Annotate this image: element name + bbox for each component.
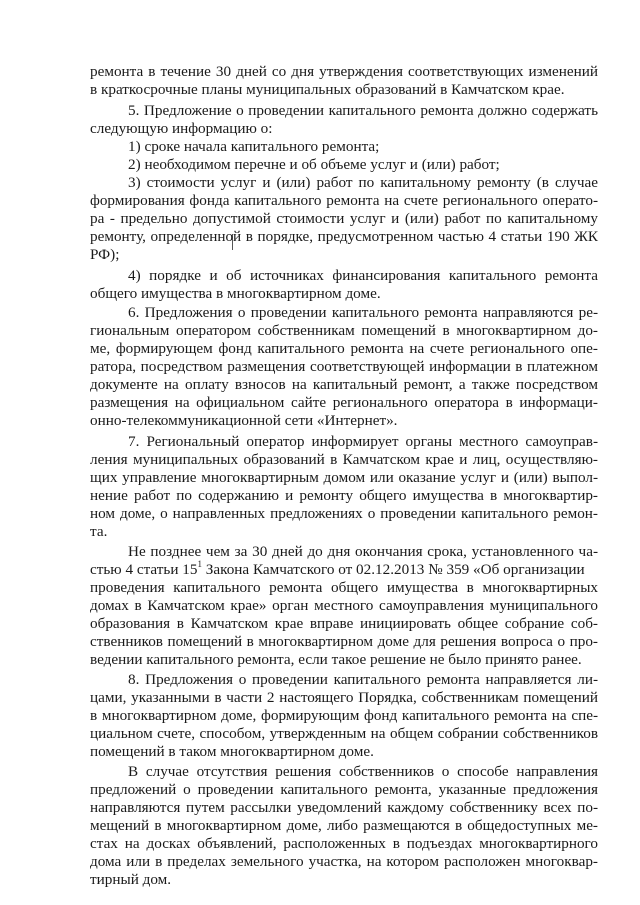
text-line: ратора, посредством размещения соответствующей информации в платежном (90, 358, 598, 375)
text-line: образования в Камчатском крае вправе инициировать общее собрание соб- (90, 615, 598, 632)
text-line-with-superscript (90, 558, 598, 579)
text-line: 1) сроке начала капитального ремонта; (128, 138, 380, 155)
superscript-number: 1 (197, 558, 202, 569)
text-line: нение работ по содержанию и ремонту общего имущества в многоквартир- (90, 487, 598, 504)
text-line: гиональным оператором собственникам помещений в многоквартирном до- (90, 322, 598, 339)
text-line: помещений в таком многоквартирном доме. (90, 743, 374, 760)
text-line: предложений о проведении капитального ремонта, указанные предложения (90, 781, 598, 798)
text-line: размещения на официальном сайте регионального оператора в информаци- (90, 394, 598, 411)
text-line: мещений в многоквартирном доме, либо размещаются в общедоступных ме- (90, 817, 598, 834)
text-line: стах на досках объявлений, расположенных в подъездах многоквартирного (90, 835, 598, 852)
text-line: щих управление многоквартирным домом или оказание услуг и (или) выпол- (90, 469, 598, 486)
text-line: формирования фонда капитального ремонта на счете регионального операто- (90, 192, 598, 209)
text-line: в краткосрочные планы муниципальных образований в Камчатском крае. (90, 81, 565, 98)
text-line: РФ); (90, 246, 120, 263)
text-line: проведения капитального ремонта общего имущества в многоквартирных (90, 579, 598, 596)
text-line: Не позднее чем за 30 дней до дня окончания срока, установленного ча- (128, 543, 598, 560)
text-line: общего имущества в многоквартирном доме. (90, 285, 381, 302)
text-line: В случае отсутствия решения собственников о способе направления (128, 763, 598, 780)
text-line: направляются путем рассылки уведомлений каждому собственнику всех по- (90, 799, 598, 816)
text-fragment: стью 4 статьи 15 (90, 561, 198, 578)
text-line: циальном счете, способом, утвержденным на общем собрании собственников (90, 725, 598, 742)
text-line: ления муниципальных образований в Камчатском крае и лиц, осуществляю- (90, 451, 598, 468)
text-line: онно-телекоммуникационной сети «Интернет». (90, 412, 398, 429)
text-line: ра - предельно допустимой стоимости услуг и (или) работ по капитальному (90, 210, 598, 227)
text-line: 7. Региональный оператор информирует органы местного самоуправ- (128, 433, 598, 450)
text-line: ремонту, определенной в порядке, предусмотренном частью 4 статьи 190 ЖК (90, 228, 598, 245)
text-line: ведении капитального ремонта, если такое решение не было принято ранее. (90, 651, 582, 668)
text-line: 3) стоимости услуг и (или) работ по капитальному ремонту (в случае (128, 174, 598, 191)
text-line: цами, указанными в части 2 настоящего Порядка, собственникам помещений (90, 689, 598, 706)
text-line: тирный дом. (90, 871, 172, 888)
text-line: в многоквартирном доме, формирующим фонд капитального ремонта на спе- (90, 707, 598, 724)
text-line: домах в Камчатском крае» орган местного самоуправления муниципального (90, 597, 598, 614)
text-line: 8. Предложения о проведении капитального ремонта направляется ли- (128, 671, 598, 688)
text-line: следующую информацию о: (90, 120, 273, 137)
text-line: 4) порядке и об источниках финансирования капитального ремонта (128, 267, 598, 284)
text-fragment: Закона Камчатского от 02.12.2013 № 359 «Об организации (201, 561, 585, 578)
text-line: дома или в пределах земельного участка, на котором расположен многоквар- (90, 853, 598, 870)
text-line: ме, формирующем фонд капитального ремонта на счете регионального опе- (90, 340, 598, 357)
text-line: 5. Предложение о проведении капитального ремонта должно содержать (128, 102, 598, 119)
text-line: 6. Предложения о проведении капитального ремонта направляются ре- (128, 304, 598, 321)
text-line: 2) необходимом перечне и об объеме услуг и (или) работ; (128, 156, 500, 173)
text-line: та. (90, 523, 108, 540)
text-line: документе на оплату взносов на капитальный ремонт, а также посредством (90, 376, 598, 393)
text-line: ном доме, о направленных предложениях о проведении капитального ремон- (90, 505, 598, 522)
text-line: ремонта в течение 30 дней со дня утверждения соответствующих изменений (90, 63, 598, 80)
text-line: ственников помещений в многоквартирном доме для решения вопроса о про- (90, 633, 598, 650)
